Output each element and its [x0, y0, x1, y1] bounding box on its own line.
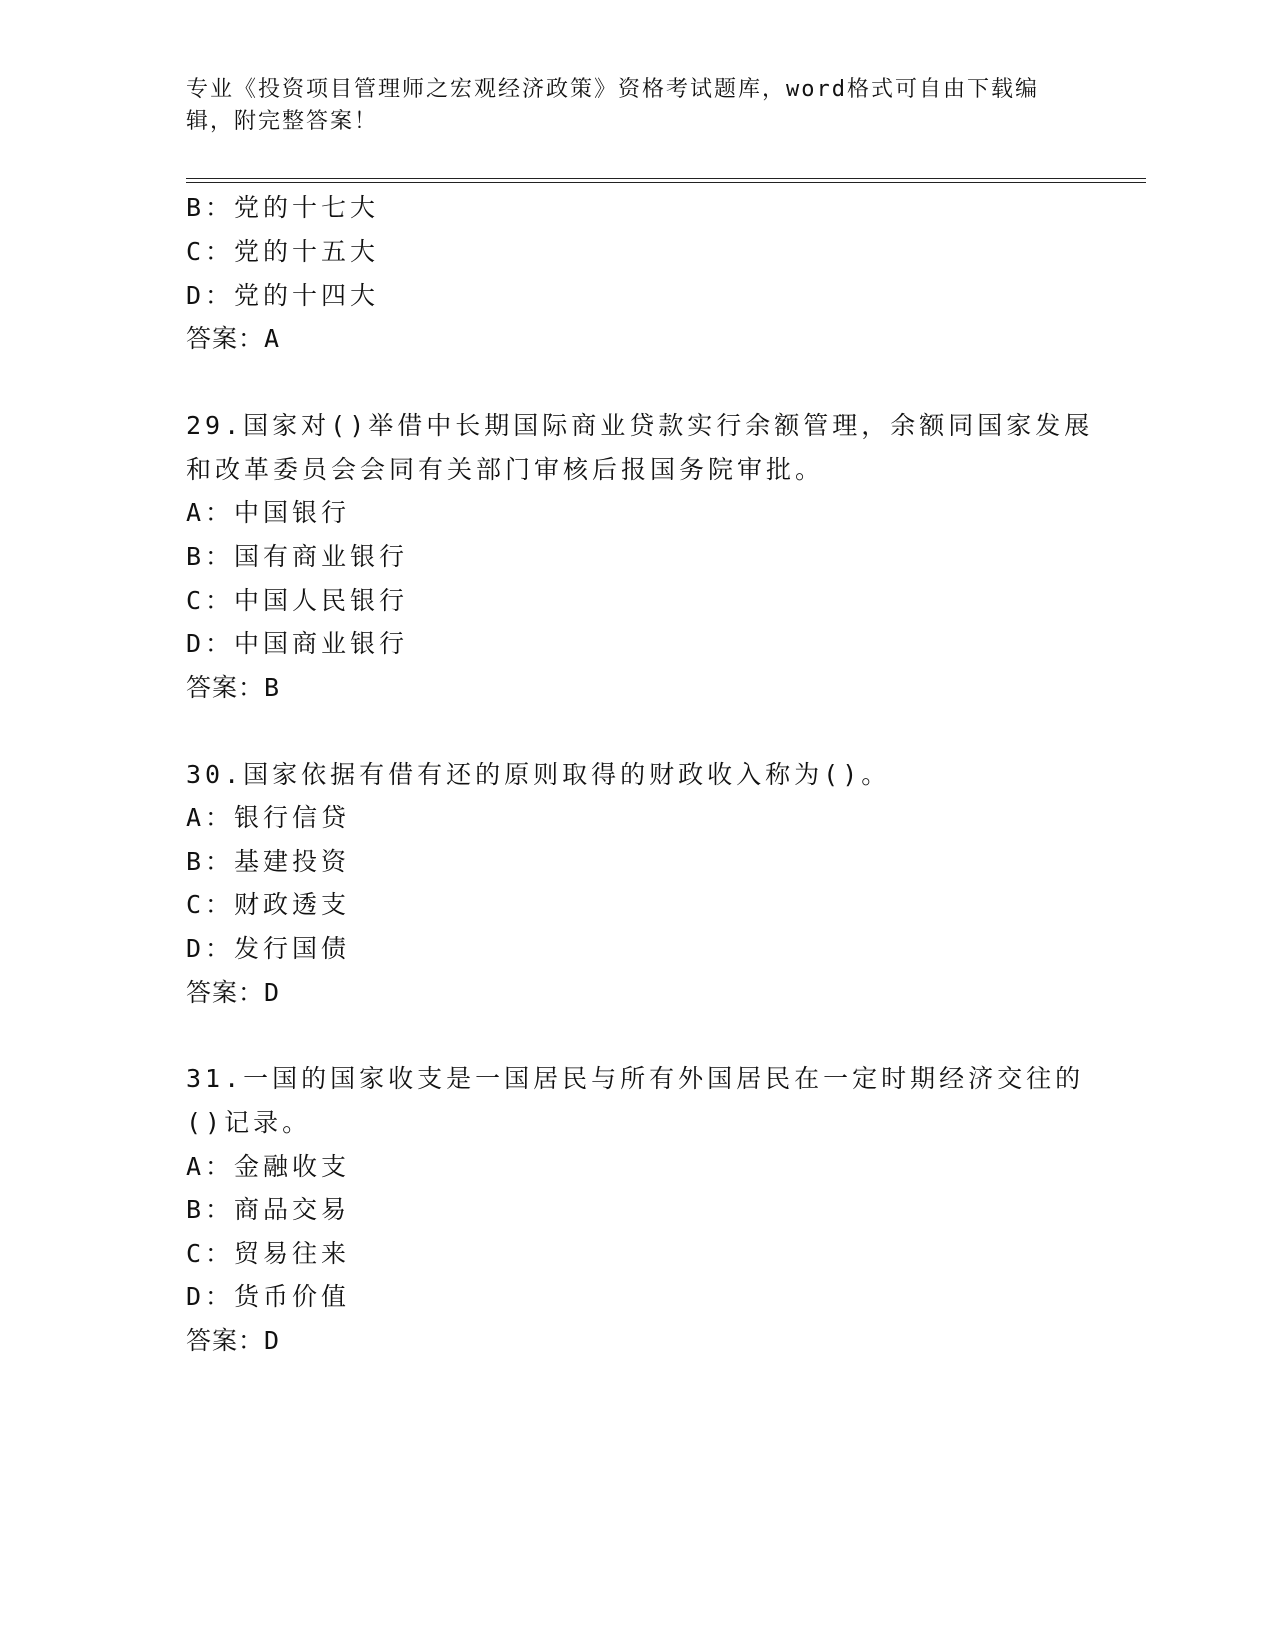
- answer-value: A: [264, 324, 281, 353]
- question-29-answer: [186, 672, 280, 704]
- answer-value: B: [264, 673, 281, 702]
- question-30-stem-line1: 30.国家依据有借有还的原则取得的财政收入称为()。: [186, 760, 891, 789]
- answer-label: 答案：: [186, 673, 265, 702]
- option-d: D：党的十四大: [186, 281, 380, 310]
- header-divider-top: [186, 178, 1146, 179]
- question-29-option-a: A：中国银行: [186, 498, 351, 527]
- header-divider-bottom: [186, 182, 1146, 183]
- question-31-option-d: D：货币价值: [186, 1282, 351, 1311]
- question-30-option-b: B：基建投资: [186, 847, 351, 876]
- document-header: 专业《投资项目管理师之宏观经济政策》资格考试题库，word格式可自由下载编辑，附完整答案！: [186, 77, 1039, 134]
- question-29-stem-line2: 和改革委员会会同有关部门审核后报国务院审批。: [186, 455, 825, 484]
- answer-value: D: [264, 978, 281, 1007]
- question-31-option-c: C：贸易往来: [186, 1239, 351, 1268]
- question-29-option-b: B：国有商业银行: [186, 542, 409, 571]
- question-30-answer: [186, 977, 280, 1009]
- answer-line: [186, 323, 280, 355]
- question-30-option-a: A：银行信贷: [186, 803, 351, 832]
- question-31-stem-line1: 31.一国的国家收支是一国居民与所有外国居民在一定时期经济交往的: [186, 1064, 1085, 1093]
- answer-label: 答案：: [186, 1326, 265, 1355]
- question-29-stem-line1: 29.国家对()举借中长期国际商业贷款实行余额管理，余额同国家发展: [186, 411, 1094, 440]
- option-b: B：党的十七大: [186, 193, 380, 222]
- question-30-option-d: D：发行国债: [186, 934, 351, 963]
- answer-value: D: [264, 1326, 281, 1355]
- question-30-option-c: C：财政透支: [186, 890, 351, 919]
- question-31-option-b: B：商品交易: [186, 1195, 351, 1224]
- question-31-option-a: A：金融收支: [186, 1152, 351, 1181]
- question-31-answer: [186, 1325, 280, 1357]
- answer-label: 答案：: [186, 978, 265, 1007]
- question-29-option-c: C：中国人民银行: [186, 586, 409, 615]
- question-31-stem-line2: ()记录。: [186, 1108, 312, 1137]
- option-c: C：党的十五大: [186, 237, 380, 266]
- answer-label: 答案：: [186, 324, 265, 353]
- question-29-option-d: D：中国商业银行: [186, 629, 409, 658]
